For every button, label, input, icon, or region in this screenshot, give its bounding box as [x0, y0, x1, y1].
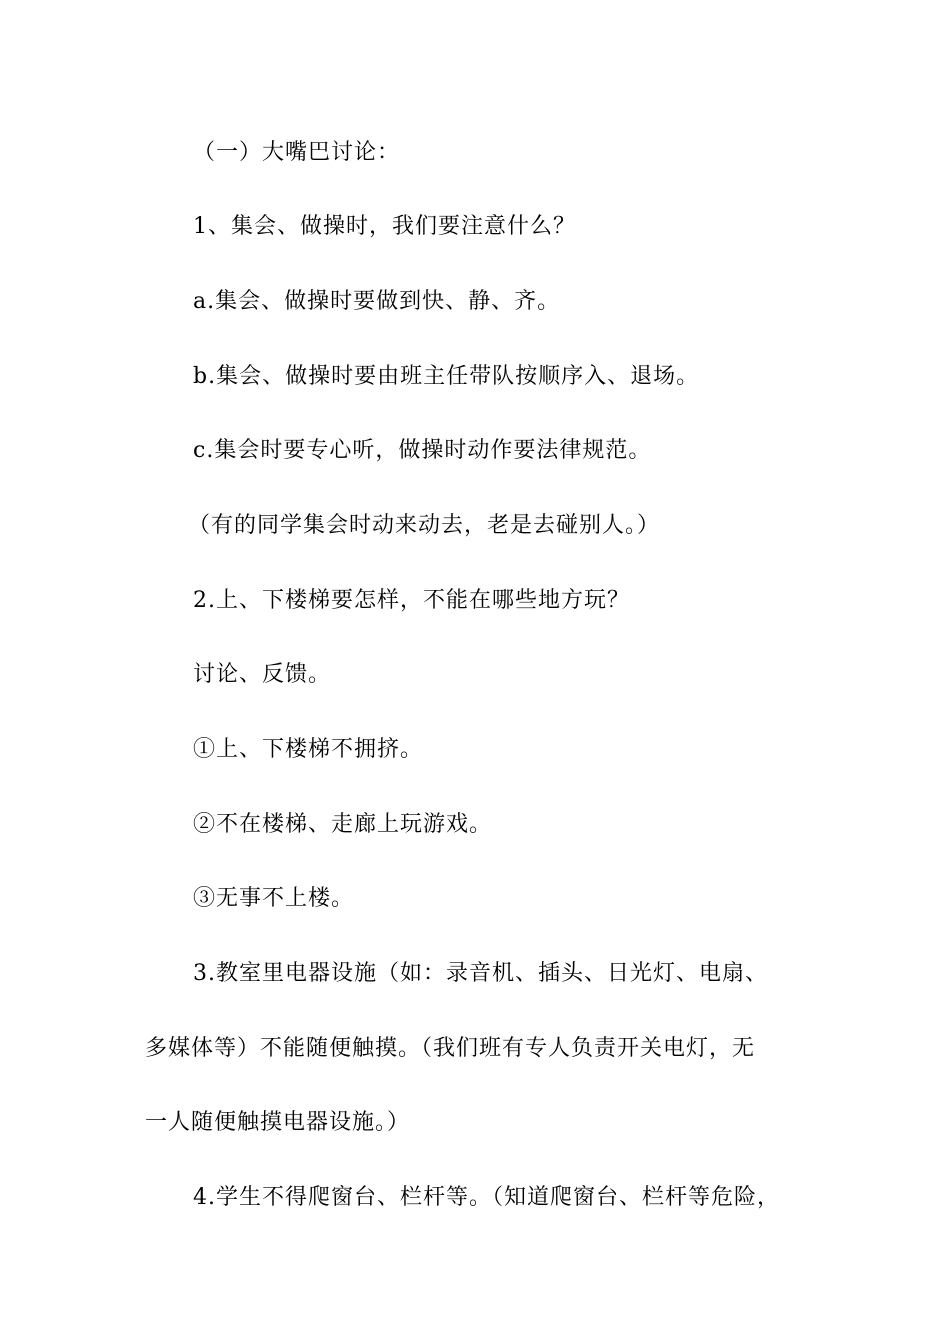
answer-1c: c.集会时要专心听，做操时动作要法律规范。 [193, 438, 652, 463]
question-2: 2.上、下楼梯要怎样，不能在哪些地方玩？ [193, 588, 630, 613]
section-heading: （一）大嘴巴讨论： [193, 140, 401, 165]
item-3-line-1: 3.教室里电器设施（如：录音机、插头、日光灯、电扇、 [193, 961, 768, 986]
answer-1b: b.集会、做操时要由班主任带队按顺序入、退场。 [193, 364, 700, 389]
item-4-line-1: 4.学生不得爬窗台、栏杆等。（知道爬窗台、栏杆等危险， [193, 1185, 780, 1210]
question-1: 1、集会、做操时，我们要注意什么？ [193, 214, 576, 239]
answer-2-item-3: ③无事不上楼。 [193, 886, 355, 911]
answer-2-item-1: ①上、下楼梯不拥挤。 [193, 737, 424, 762]
item-3-line-3: 一人随便触摸电器设施。） [145, 1110, 411, 1135]
answer-1a: a.集会、做操时要做到快、静、齐。 [193, 289, 561, 314]
discussion-feedback: 讨论、反馈。 [193, 662, 332, 687]
note-1: （有的同学集会时动来动去，老是去碰别人。） [188, 513, 661, 538]
item-3-line-2: 多媒体等）不能随便触摸。（我们班有专人负责开关电灯，无 [145, 1036, 756, 1061]
answer-2-item-2: ②不在楼梯、走廊上玩游戏。 [193, 812, 493, 837]
